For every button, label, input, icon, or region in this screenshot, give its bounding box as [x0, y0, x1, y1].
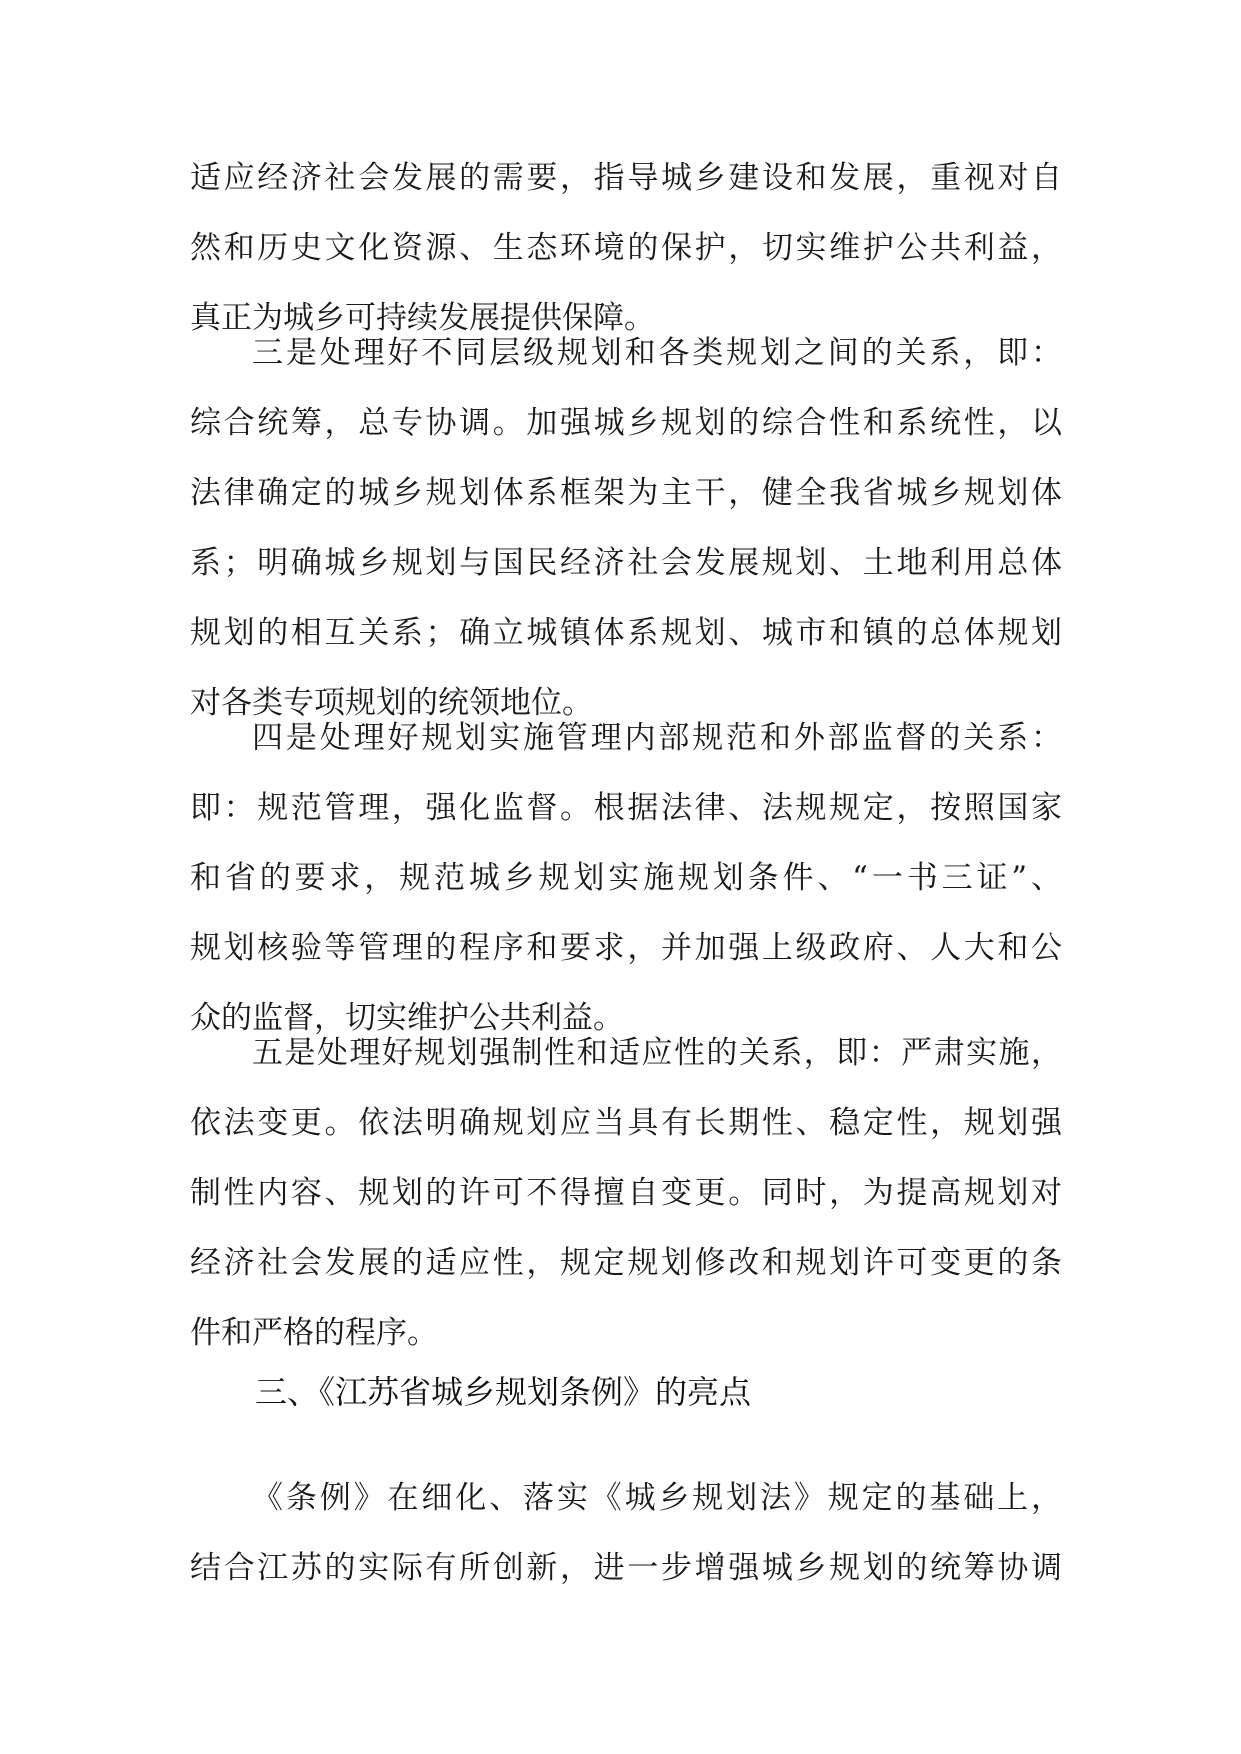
- paragraph-line: 规划核验等管理的程序和要求，并加强上级政府、人大和公: [190, 930, 1062, 966]
- paragraph-line: 对各类专项规划的统领地位。: [190, 685, 593, 721]
- paragraph-line: 件和严格的程序。: [190, 1315, 438, 1351]
- paragraph-line: 适应经济社会发展的需要，指导城乡建设和发展，重视对自: [190, 160, 1062, 196]
- paragraph-line: 结合江苏的实际有所创新，进一步增强城乡规划的统筹协调: [190, 1550, 1062, 1586]
- paragraph-line: 五是处理好规划强制性和适应性的关系，即：严肃实施，: [252, 1035, 1062, 1071]
- section-heading: 三、《江苏省城乡规划条例》的亮点: [255, 1373, 752, 1411]
- paragraph-point-three: [190, 327, 1062, 747]
- paragraph-line: 和省的要求，规范城乡规划实施规划条件、“一书三证”、: [190, 860, 1062, 896]
- paragraph-line: 系；明确城乡规划与国民经济社会发展规划、土地利用总体: [190, 545, 1062, 581]
- paragraph-point-five: [190, 1027, 1062, 1377]
- paragraph-line: 四是处理好规划实施管理内部规范和外部监督的关系：: [252, 720, 1062, 756]
- paragraph-point-four: [190, 712, 1062, 1062]
- paragraph-line: 综合统筹，总专协调。加强城乡规划的综合性和系统性，以: [190, 405, 1062, 441]
- paragraph-line: 众的监督，切实维护公共利益。: [190, 1000, 624, 1036]
- paragraph-highlights-intro: [190, 1472, 1062, 1612]
- paragraph-line: 制性内容、规划的许可不得擅自变更。同时，为提高规划对: [190, 1175, 1062, 1211]
- paragraph-line: 《条例》在细化、落实《城乡规划法》规定的基础上，: [252, 1480, 1062, 1516]
- paragraph-line: 经济社会发展的适应性，规定规划修改和规划许可变更的条: [190, 1245, 1062, 1281]
- paragraph-line: 然和历史文化资源、生态环境的保护，切实维护公共利益，: [190, 230, 1062, 266]
- paragraph-line: 法律确定的城乡规划体系框架为主干，健全我省城乡规划体: [190, 475, 1062, 511]
- paragraph-line: 依法变更。依法明确规划应当具有长期性、稳定性，规划强: [190, 1105, 1062, 1141]
- paragraph-line: 真正为城乡可持续发展提供保障。: [190, 300, 655, 336]
- paragraph-line: 规划的相互关系；确立城镇体系规划、城市和镇的总体规划: [190, 615, 1062, 651]
- paragraph-line: 即：规范管理，强化监督。根据法律、法规规定，按照国家: [190, 790, 1062, 826]
- paragraph-line: 三是处理好不同层级规划和各类规划之间的关系，即：: [252, 335, 1062, 371]
